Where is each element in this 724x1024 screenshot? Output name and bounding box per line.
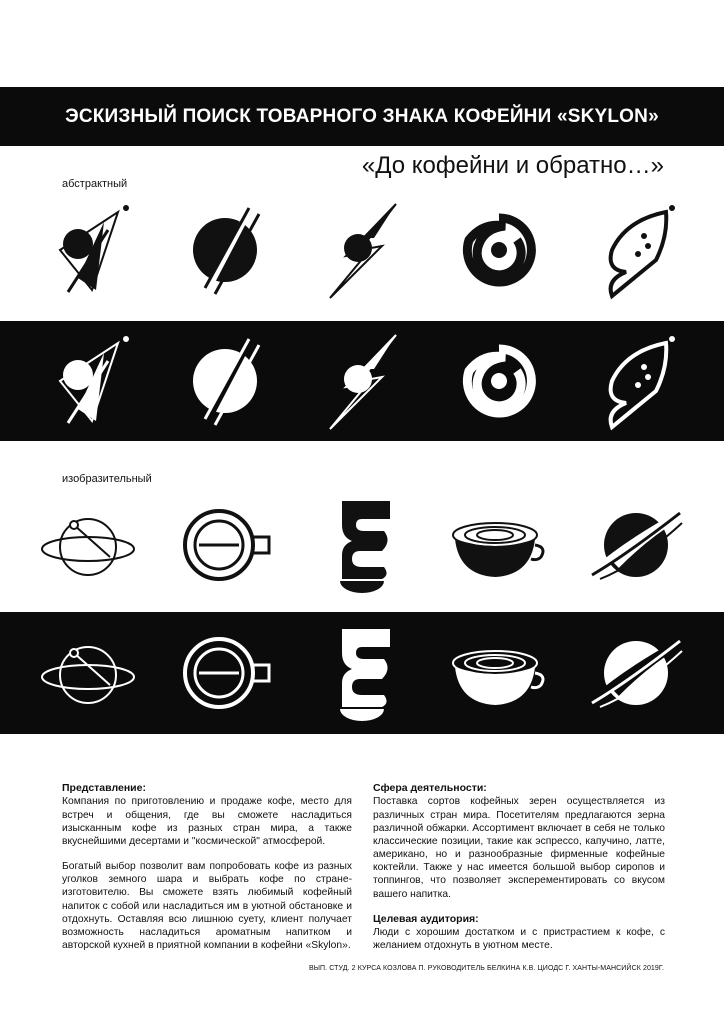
coffee-cup-s-icon — [170, 490, 280, 600]
title-band — [0, 87, 724, 146]
split-circle-icon — [170, 326, 280, 436]
planet-orbit-icon — [33, 490, 143, 600]
section-label-pictorial: изобразительный — [62, 473, 152, 485]
rocket-s-icon — [581, 195, 691, 305]
heading-audience: Целевая аудитория: — [373, 912, 479, 925]
coffee-cup-s-icon — [170, 618, 280, 728]
coffee-bowl-swirl-icon — [444, 618, 554, 728]
triangle-moon-icon — [33, 326, 143, 436]
split-circle-icon — [170, 195, 280, 305]
page-title: ЭСКИЗНЫЙ ПОИСК ТОВАРНОГО ЗНАКА КОФЕЙНИ «SKYLON» — [65, 105, 659, 127]
paragraph-scope: Поставка сортов кофейных зерен осуществляется из различных стран мира. Посетителям предлагаются зерна различной обжарки. Ассортимент включает в себя не только классические позиции, такие как эспрессо, капучино, латте, американо, но и разнообразные фирменные кофейные коктейли. Также у нас имеется большой выбор сиропов и топпингов, что позволяет эксперементировать со вкусом вашего напитка. — [373, 796, 665, 900]
coffee-bowl-swirl-icon — [444, 490, 554, 600]
footer-credits: ВЫП. СТУД. 2 КУРСА КОЗЛОВА П. РУКОВОДИТЕЛЬ БЕЛКИНА К.В. ЦИОДС Г. ХАНТЫ-МАНСИЙСК 2019Г. — [308, 965, 664, 972]
text-column-right — [373, 782, 665, 965]
logo-row-abstract-dark — [0, 326, 724, 436]
planet-orbit-icon — [33, 618, 143, 728]
paragraph-presentation-2: Богатый выбор позволит вам попробовать кофе из разных уголков земного шара и выбрать кофе по стране-изготовителю. Вы сможете взять любимый кофейный напиток с собой или насладиться им в уютной обстановке и отдохнуть. Оставляя всю лишнюю суету, клиент получает возможность насладиться ароматным напитком и авторской кухней в приятной компании в кофейни «Skylon». — [62, 861, 352, 952]
ringed-planet-icon — [581, 490, 691, 600]
lightning-bolt-icon — [307, 195, 417, 305]
rocket-s-icon — [581, 326, 691, 436]
s-letter-icon — [307, 618, 417, 728]
lightning-bolt-icon — [307, 326, 417, 436]
s-letter-icon — [307, 490, 417, 600]
heading-presentation: Представление: — [62, 782, 146, 794]
logo-row-pictorial-dark — [0, 618, 724, 728]
paragraph-presentation-1: Компания по приготовлению и продаже кофе, место для встреч и общения, где вы сможете насладиться изысканным кофе из разных стран мира, а также вкуснейшими десертами и "космической" атмосферой. — [62, 796, 352, 847]
triangle-moon-icon — [33, 195, 143, 305]
logo-row-abstract-light — [0, 195, 724, 305]
heading-scope: Сфера деятельности: — [373, 782, 487, 794]
swirl-galaxy-icon — [444, 326, 554, 436]
paragraph-audience: Люди с хорошим достатком и с пристрастием к кофе, с желанием отдохнуть в уютном месте. — [373, 927, 665, 952]
section-label-abstract: абстрактный — [62, 178, 128, 190]
swirl-galaxy-icon — [444, 195, 554, 305]
logo-row-pictorial-light — [0, 490, 724, 600]
text-column-left — [62, 782, 352, 964]
ringed-planet-icon — [581, 618, 691, 728]
slogan: «До кофейни и обратно…» — [361, 152, 664, 179]
